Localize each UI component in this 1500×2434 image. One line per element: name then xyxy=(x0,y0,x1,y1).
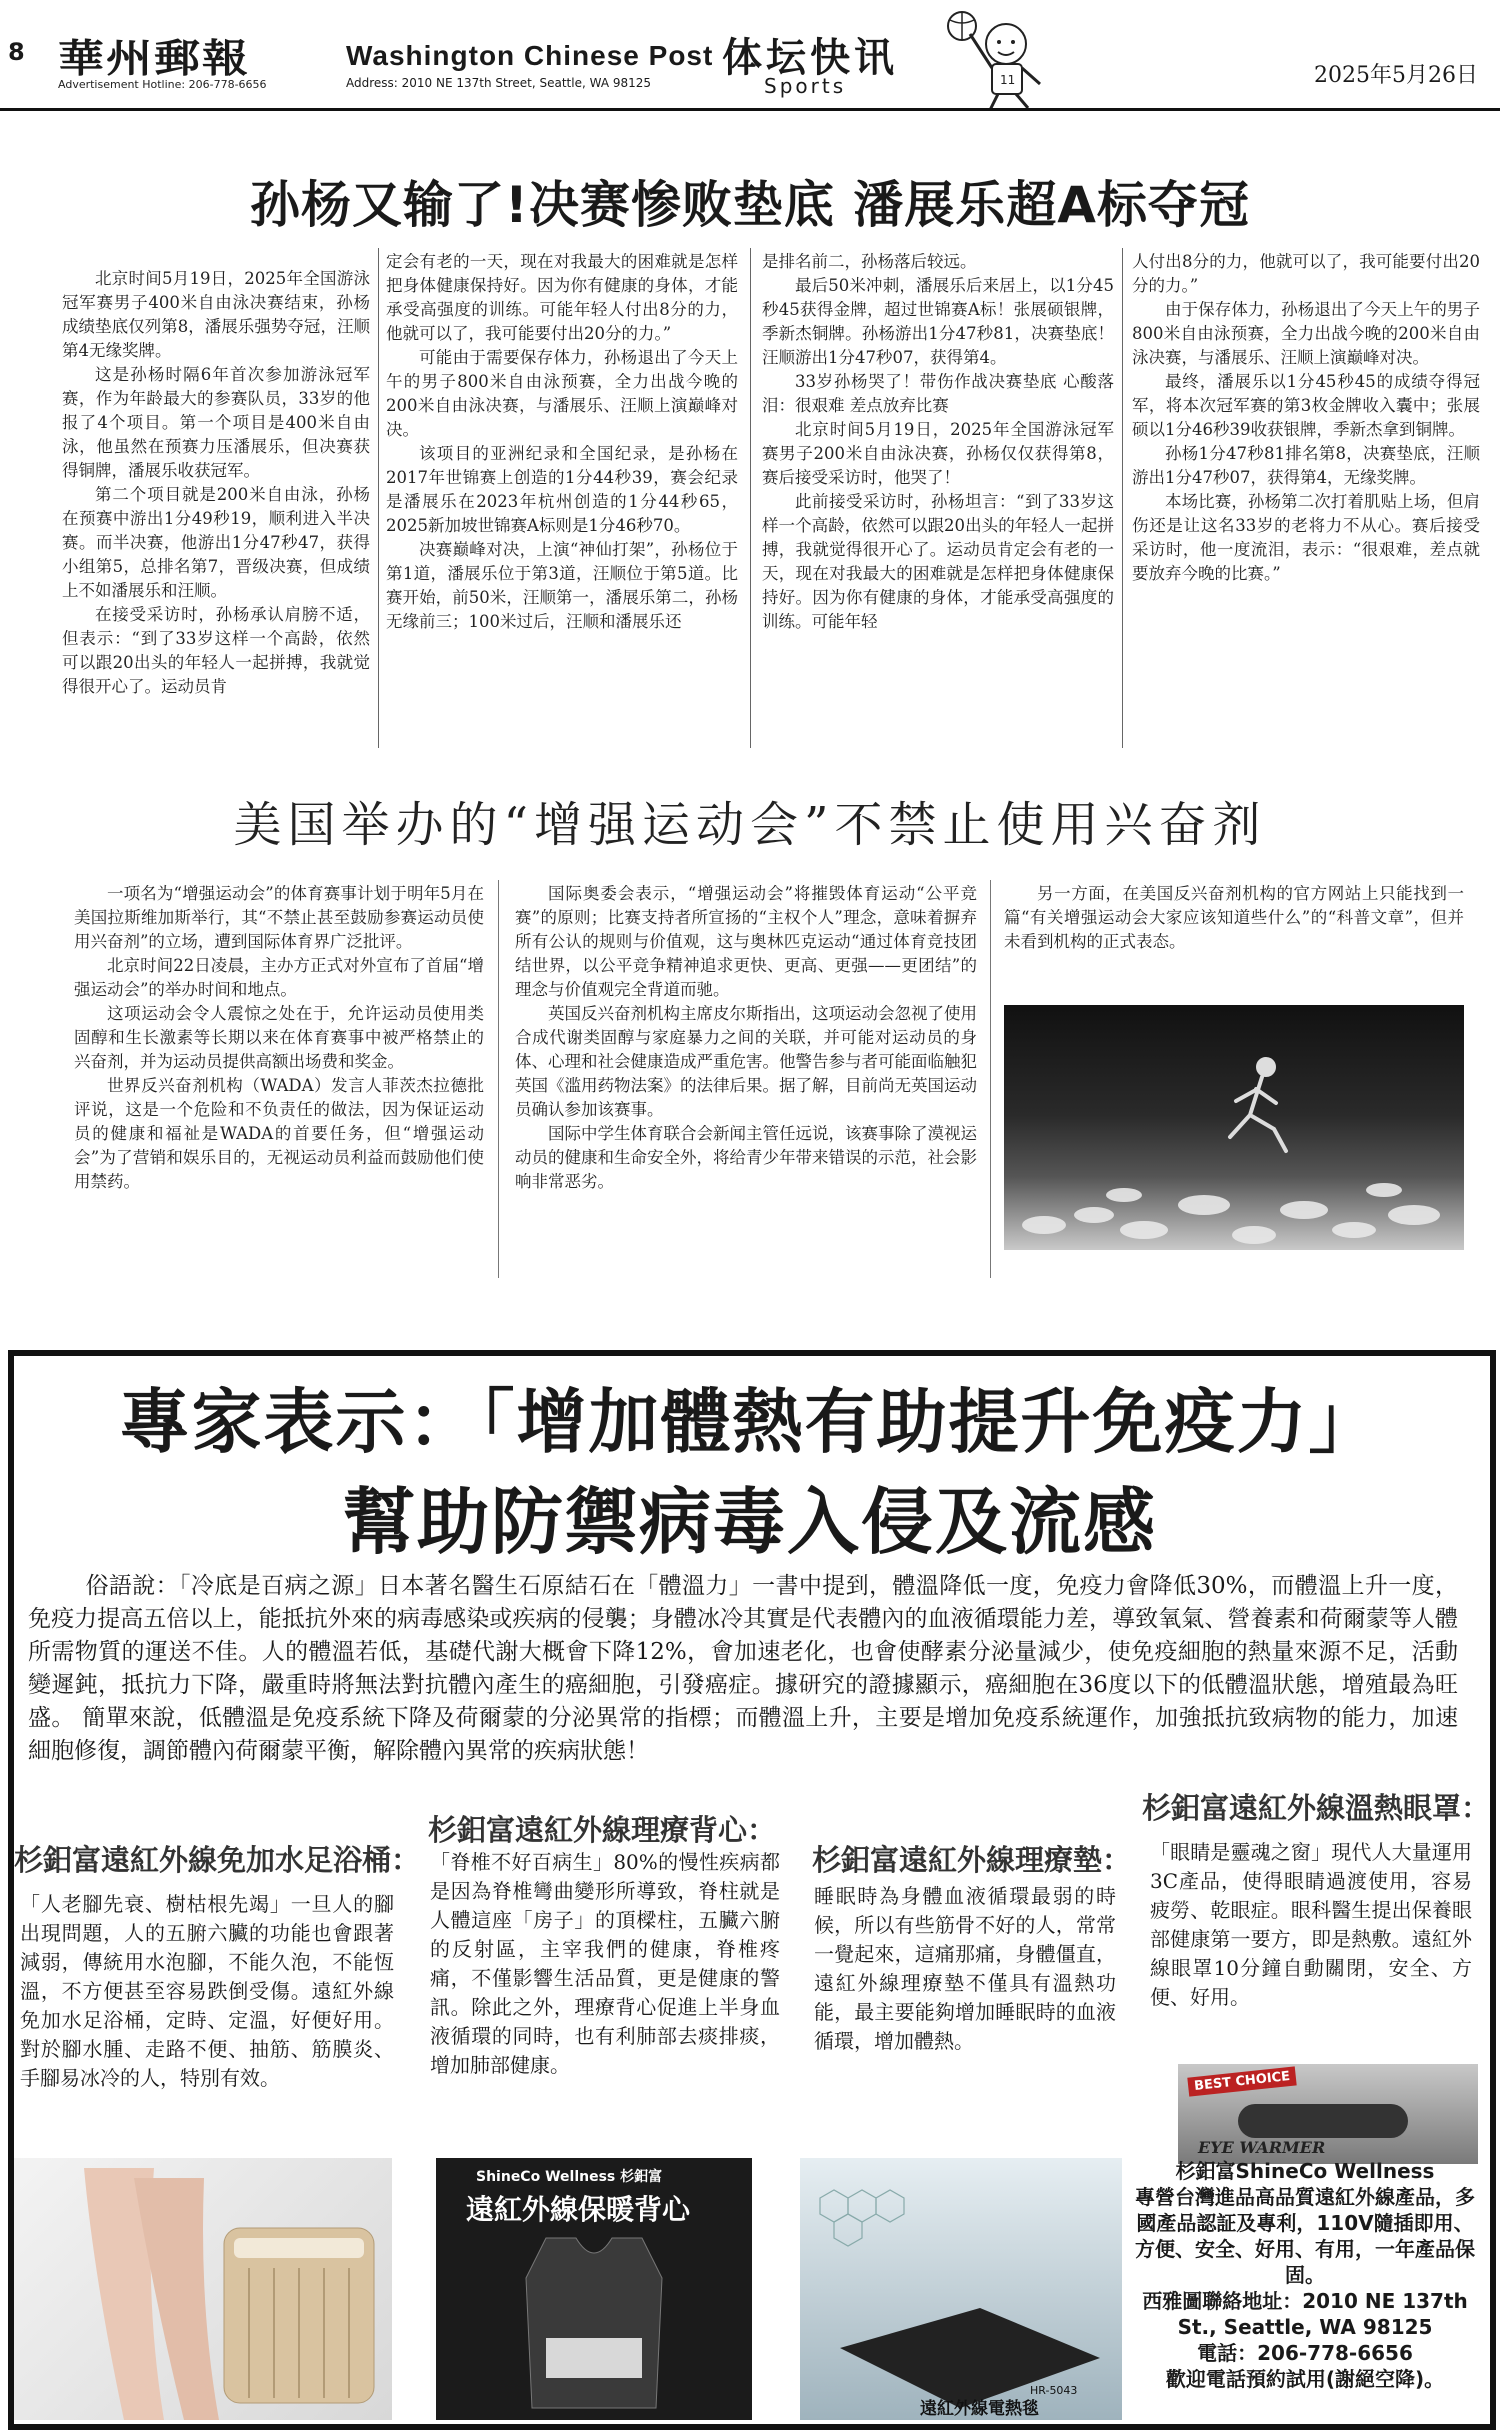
svg-text:11: 11 xyxy=(1000,73,1016,87)
column-divider xyxy=(378,248,379,748)
paragraph: 在接受采访时，孙杨承认肩膀不适，但表示：“到了33岁这样一个高龄，依然可以跟20出头的年轻人一起拼搏，我就觉得很开心了。运动员肯 xyxy=(62,605,370,696)
newspaper-name-en: Washington Chinese Post xyxy=(346,40,714,71)
ad-headline-line-1: 專家表示：「增加體熱有助提升免疫力」 xyxy=(119,1381,1381,1463)
company-description: 專營台灣進品高品質遠紅外線產品，多國產品認証及專利，110V隨插即用、方便、安全、好用、有用，一年產品保固。 xyxy=(1135,2185,1475,2287)
company-name: 杉鈤富ShineCo Wellness xyxy=(1175,2159,1435,2183)
paragraph: 人付出8分的力，他就可以了，我可能要付出20分的力。” xyxy=(1132,252,1480,295)
column-divider xyxy=(990,880,991,1278)
newspaper-logo: 華州郵報 xyxy=(58,35,250,82)
paragraph: 决赛巅峰对决，上演“神仙打架”，孙杨位于第1道，潘展乐位于第3道，汪顺位于第5道。比赛开始，前50米，汪顺第一，潘展乐第二，孙杨无缘前三；100米过后，汪顺和潘展乐还 xyxy=(386,540,738,631)
paragraph: 此前接受采访时，孙杨坦言：“到了33岁这样一个高龄，依然可以跟20出头的年轻人一起拼搏，我就觉得很开心了。运动员肯定会有老的一天，现在对我最大的困难就是怎样把身体健康保持好。因为你有健康的身体，才能承受高强度的训练。可能年轻 xyxy=(762,492,1114,631)
paragraph: 最终，潘展乐以1分45秒45的成绩夺得冠军，将本次冠军赛的第3枚金牌收入囊中；张展硕以1分46秒39收获银牌，季新杰拿到铜牌。 xyxy=(1132,372,1480,439)
paragraph: 这是孙杨时隔6年首次参加游泳冠军赛，作为年龄最大的参赛队员，33岁的他报了4个项目。第一个项目是400米自由泳，他虽然在预赛力压潘展乐，但决赛获得铜牌，潘展乐收获冠军。 xyxy=(62,365,370,480)
mat-label: 遠紅外線電熱毯 xyxy=(920,2399,1039,2419)
vest-product-label: 遠紅外線保暖背心 xyxy=(466,2193,691,2226)
paragraph: 国际奥委会表示，“增强运动会”将摧毁体育运动“公平竞赛”的原则；比赛支持者所宣扬的“主权个人”理念，意味着摒弃所有公认的规则与价值观，这与奥林匹克运动“通过体育竞技团结世界，以公平竞争精神追求更快、更高、更强——更团结”的理念与价值观完全背道而驰。 xyxy=(515,884,977,999)
column-divider xyxy=(750,248,751,748)
paragraph: 北京时间22日凌晨，主办方正式对外宣布了首届“增强运动会”的举办时间和地点。 xyxy=(74,956,484,999)
product-body-eye-mask: 「眼睛是靈魂之窗」現代人大量運用3C產品，使得眼睛過渡使用，容易疲勞、乾眼症。眼科醫生提出保養眼部健康第一要方，即是熱敷。遠紅外線眼罩10分鐘自動關閉，安全、方便、好用。 xyxy=(1150,1840,1472,2009)
vest-brand-label: ShineCo Wellness 杉鈤富 xyxy=(476,2169,663,2185)
paragraph: 定会有老的一天，现在对我最大的困难就是怎样把身体健康保持好。因为你有健康的身体，才能承受高强度的训练。可能年轻人付出8分的力，他就可以了，我可能要付出20分的力。” xyxy=(386,252,738,343)
product-title-foot-bath: 杉鈤富遠紅外線免加水足浴桶： xyxy=(14,1843,421,1877)
vest-icon xyxy=(436,2158,752,2420)
basketball-mascot-illustration xyxy=(924,4,1064,114)
ad-intro xyxy=(28,1570,1458,1768)
runner-on-pills-photo xyxy=(1004,1005,1464,1250)
paragraph: 世界反兴奋剂机构（WADA）发言人菲茨杰拉德批评说，这是一个危险和不负责任的做法，因为保证运动员的健康和福祉是WADA的首要任务，但“增强运动会”为了营销和娱乐目的，无视运动员利益而鼓励他们使用禁药。 xyxy=(74,1076,484,1191)
runner-silhouette-icon xyxy=(1004,1005,1464,1250)
paragraph: 可能由于需要保存体力，孙杨退出了今天上午的男子800米自由泳预赛，全力出战今晚的200米自由泳决赛，与潘展乐、汪顺上演巅峰对决。 xyxy=(386,348,738,439)
eye-warmer-label: EYE WARMER xyxy=(1198,2138,1326,2157)
article2-headline: 美国举办的“增强运动会”不禁止使用兴奋剂 xyxy=(233,797,1267,853)
article1-column-1 xyxy=(62,267,370,699)
vest-product-photo xyxy=(436,2158,752,2420)
ad-headline-line-2: 幫助防禦病毒入侵及流感 xyxy=(342,1480,1157,1564)
paragraph: 本场比赛，孙杨第二次打着肌贴上场，但肩伤还是让这名33岁的老将力不从心。赛后接受采访时，他一度流泪，表示：“很艰难，差点就要放弃今晚的比赛。” xyxy=(1132,492,1480,583)
paragraph: 英国反兴奋剂机构主席皮尔斯指出，这项运动会忽视了使用合成代谢类固醇与家庭暴力之间的关联，并可能对运动员的身体、心理和社会健康造成严重危害。他警告参与者可能面临触犯英国《滥用药物法案》的法律后果。据了解，目前尚无英国运动员确认参加该赛事。 xyxy=(515,1004,977,1119)
paragraph: 北京时间5月19日，2025年全国游泳冠军赛男子400米自由泳决赛结束，孙杨成绩垫底仅列第8，潘展乐强势夺冠，汪顺第4无缘奖牌。 xyxy=(62,269,370,360)
paragraph: 一项名为“增强运动会”的体育赛事计划于明年5月在美国拉斯维加斯举行，其“不禁止甚至鼓励参赛运动员使用兴奋剂”的立场，遭到国际体育界广泛批评。 xyxy=(74,884,484,951)
paragraph: 北京时间5月19日，2025年全国游泳冠军赛男子200米自由泳决赛，孙杨仅仅获得第8，赛后接受采访时，他哭了！ xyxy=(762,420,1114,487)
paragraph: 是排名前二，孙杨落后较远。 xyxy=(762,252,977,271)
header-divider xyxy=(0,108,1500,111)
product-title-eye-mask: 杉鈤富遠紅外線溫熱眼罩： xyxy=(1142,1791,1491,1825)
company-note: 歡迎電話預約試用(謝絕空降)。 xyxy=(1165,2367,1445,2391)
paragraph: 国际中学生体育联合会新闻主管任远说，该赛事除了漠视运动员的健康和生命安全外，将给青少年带来错误的示范，社会影响非常恶劣。 xyxy=(515,1124,977,1191)
product-title-vest: 杉鈤富遠紅外線理療背心： xyxy=(428,1813,777,1847)
paragraph: 33岁孙杨哭了！带伤作战决赛垫底 心酸落泪：很艰难 差点放弃比赛 xyxy=(762,372,1114,415)
paragraph: 由于保存体力，孙杨退出了今天上午的男子800米自由泳预赛，全力出战今晚的200米自由泳决赛，与潘展乐、汪顺上演巅峰对决。 xyxy=(1132,300,1480,367)
foot-bath-illustration xyxy=(14,2158,392,2420)
foot-bath-photo xyxy=(14,2158,392,2420)
paragraph: 最后50米冲刺，潘展乐后来居上，以1分45秒45获得金牌，超过世锦赛A标！张展硕银牌，季新杰铜牌。孙杨游出1分47秒81，决赛垫底！汪顺游出1分47秒07，获得第4。 xyxy=(762,276,1114,367)
product-title-mat: 杉鈤富遠紅外線理療墊： xyxy=(812,1843,1132,1877)
article2-column-1 xyxy=(74,882,484,1194)
contact-info xyxy=(1130,2158,1480,2392)
section-title: 体坛快讯 xyxy=(722,34,898,81)
paragraph: 另一方面，在美国反兴奋剂机构的官方网站上只能找到一篇“有关增强运动会大家应该知道些什么”的“科普文章”，但并未看到机构的正式表态。 xyxy=(1004,884,1464,951)
paragraph: 这项运动会令人震惊之处在于，允许运动员使用类固醇和生长激素等长期以来在体育赛事中被严格禁止的兴奋剂，并为运动员提供高额出场费和奖金。 xyxy=(74,1004,484,1071)
column-divider xyxy=(498,880,499,1278)
heating-mat-photo xyxy=(800,2158,1122,2420)
mat-model-number: HR-5043 xyxy=(1030,2384,1078,2397)
article1-column-4 xyxy=(1132,250,1480,586)
article2-column-2 xyxy=(515,882,977,1194)
article2-column-3 xyxy=(1004,882,1464,954)
best-choice-badge: BEST CHOICE xyxy=(1187,2066,1297,2096)
article1-column-3 xyxy=(762,250,1114,634)
heating-mat-illustration xyxy=(800,2158,1122,2420)
page-number: 8 xyxy=(8,38,25,66)
paragraph: 第二个项目就是200米自由泳，孙杨在预赛中游出1分49秒19，顺利进入半决赛。而半决赛，他游出1分47秒47，获得小组第5，总排名第7，晋级决赛，但成绩上不如潘展乐和汪顺。 xyxy=(62,485,370,600)
product-body-foot-bath: 「人老腳先衰、樹枯根先竭」一旦人的腳出現問題，人的五腑六臟的功能也會跟著減弱，傳統用水泡腳，不能久泡，不能恆溫，不方便甚至容易跌倒受傷。遠紅外線免加水足浴桶，定時、定溫，好便好用。對於腳水腫、走路不便、抽筋、筋膜炎、手腳易冰冷的人，特別有效。 xyxy=(20,1892,394,2090)
column-divider xyxy=(1122,248,1123,748)
ad-intro-text: 俗語說：「冷底是百病之源」日本著名醫生石原結石在「體溫力」一書中提到，體溫降低一度，免疫力會降低30%，而體溫上升一度，免疫力提高五倍以上，能抵抗外來的病毒感染或疾病的侵襲；身體冰冷其實是代表體內的血液循環能力差，導致氧氣、營養素和荷爾蒙等人體所需物質的運送不佳。人的體溫若低，基礎代謝大概會下降12%，會加速老化，也會使酵素分泌量減少，使免疫細胞的熱量來源不足，活動變遲鈍，抵抗力下降，嚴重時將無法對抗體內產生的癌細胞，引發癌症。據研究的證據顯示，癌細胞在36度以下的低體溫狀態，增殖最為旺盛。 簡單來說，低體溫是免疫系統下降及荷爾蒙的分泌異常的指標；而體溫上升，主要是增加免疫系統運作，加強抵抗致病物的能力，加速細胞修復，調節體內荷爾蒙平衡，解除體內異常的疾病狀態！ xyxy=(28,1573,1458,1764)
paragraph: 该项目的亚洲纪录和全国纪录，是孙杨在2017年世锦赛上创造的1分44秒39，赛会纪录是潘展乐在2023年杭州创造的1分44秒65，2025新加坡世锦赛A标则是1分46秒70。 xyxy=(386,444,738,535)
article1-column-2 xyxy=(386,250,738,634)
product-body-mat: 睡眠時為身體血液循環最弱的時候，所以有些筋骨不好的人，常常一覺起來，這痛那痛，身體僵直，遠紅外線理療墊不僅具有溫熱功能，最主要能夠增加睡眠時的血液循環，增加體熱。 xyxy=(814,1884,1116,2053)
newspaper-address: Address: 2010 NE 137th Street, Seattle, WA 98125 xyxy=(346,76,652,90)
section-title-en: Sports xyxy=(764,74,847,98)
article1-headline: 孙杨又输了!决赛惨败垫底 潘展乐超A标夺冠 xyxy=(250,176,1250,234)
issue-date: 2025年5月26日 xyxy=(1314,63,1478,88)
product-body-vest: 「脊椎不好百病生」80%的慢性疾病都是因為脊椎彎曲變形所導致，脊柱就是人體這座「房子」的頂樑柱，五臟六腑的反射區，主宰我們的健康，脊椎疼痛，不僅影響生活品質，更是健康的警訊。除此之外，理療背心促進上半身血液循環的同時，也有利肺部去痰排痰，增加肺部健康。 xyxy=(430,1850,780,2077)
company-address: 西雅圖聯絡地址：2010 NE 137th St., Seattle, WA 98125 xyxy=(1142,2289,1468,2339)
eye-warmer-photo xyxy=(1178,2064,1478,2164)
company-phone: 電話：206-778-6656 xyxy=(1197,2341,1413,2365)
paragraph: 孙杨1分47秒81排名第8，决赛垫底，汪顺游出1分47秒07，获得第4，无缘奖牌。 xyxy=(1132,444,1480,487)
ad-hotline: Advertisement Hotline: 206-778-6656 xyxy=(58,78,267,91)
